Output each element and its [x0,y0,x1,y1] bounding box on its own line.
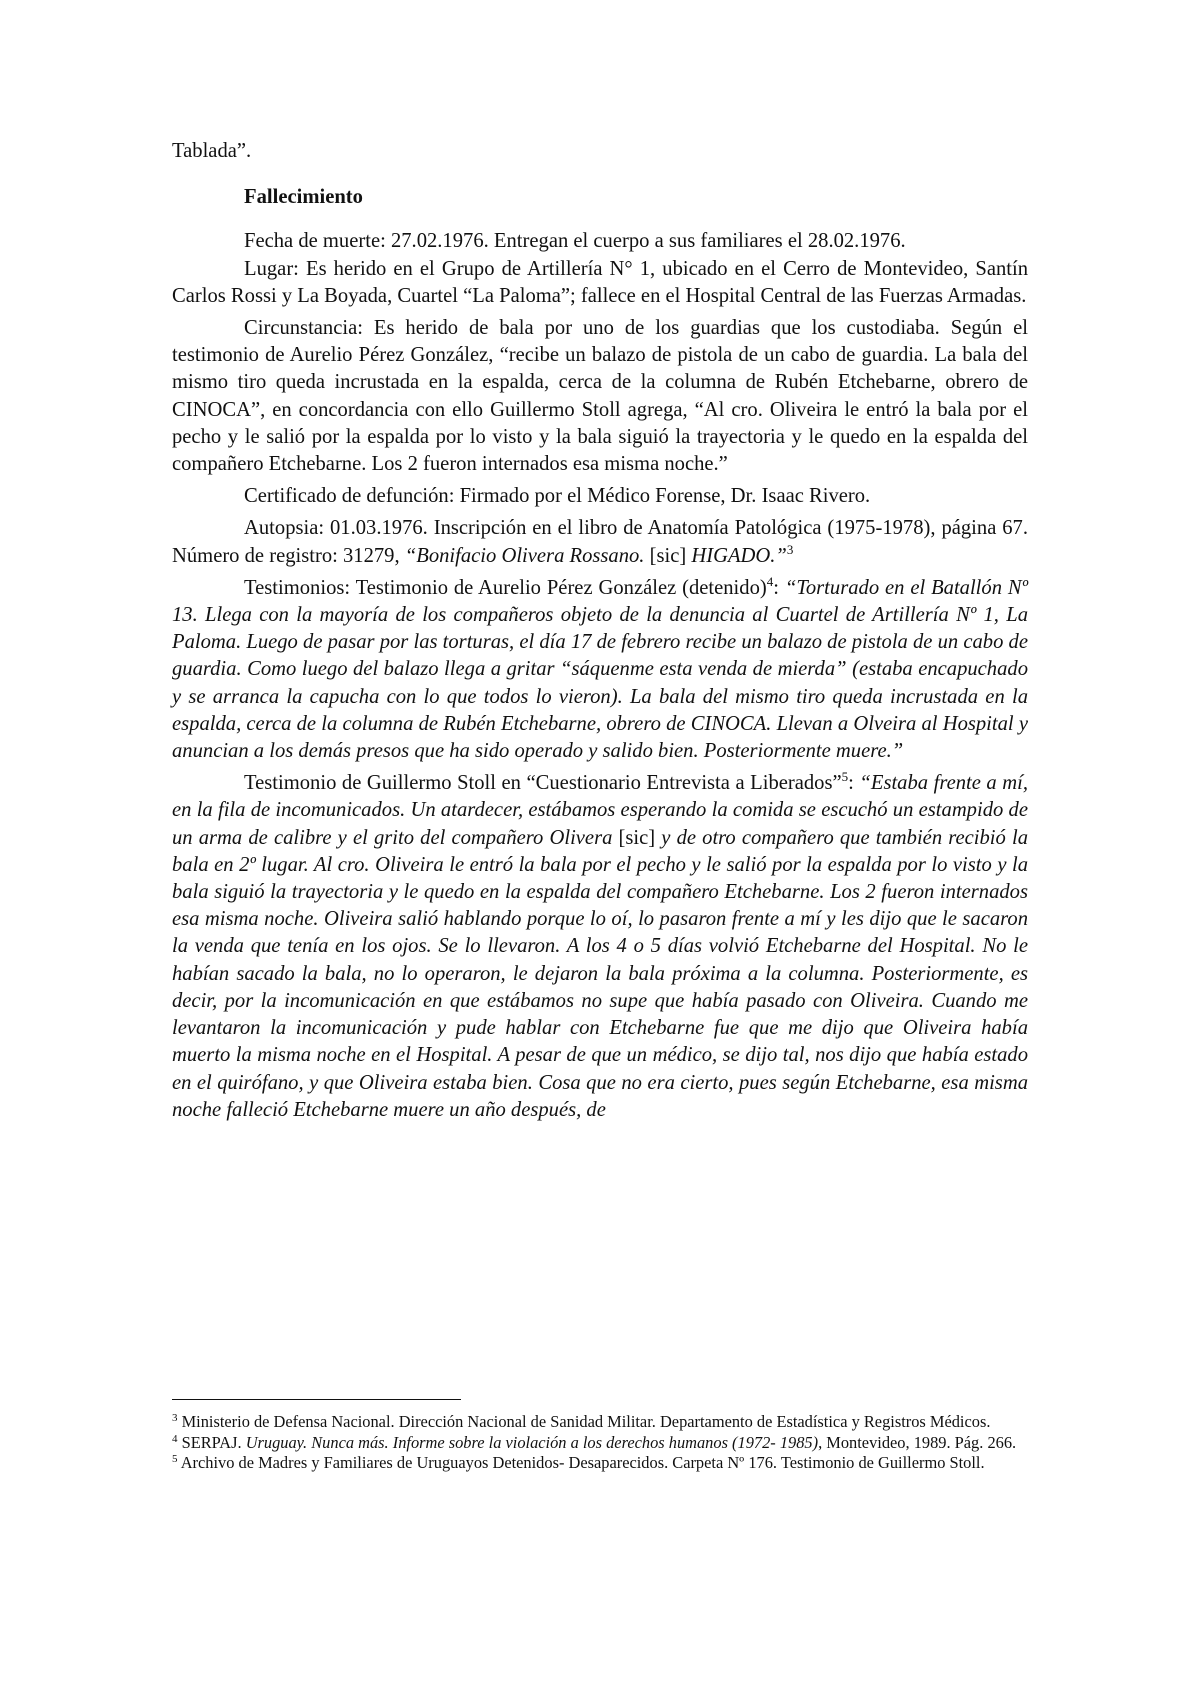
testimonio-quote: “Torturado en el Batallón Nº 13. Llega con la mayoría de los compañeros objeto de la denuncia al Cuartel de Artillería Nº 1, La Paloma. Luego de pasar por las torturas, el día 17 de febrero recibe un balazo de pistola de un cabo de guardia. Como luego del balazo llega a gritar “sáquenme esta venda de mierda” (estaba encapuchado y se arranca la capucha con lo que todos lo vieron). La bala del mismo tiro queda incrustada en la espalda, cerca de la columna de Rubén Etchebarne, obrero de CINOCA. Llevan a Olveira al Hospital y anuncian a los demás presos que ha sido operado y salido bien. Posteriormente muere.” [172,576,1029,763]
paragraph-certificado: Certificado de defunción: Firmado por el Médico Forense, Dr. Isaac Rivero. [244,485,871,508]
footnote-title: Uruguay. Nunca más. Informe sobre la violación a los derechos humanos (1972- 1985) [245,1432,819,1452]
testimonio-quote-part1: “Estaba frente a mí, en la fila de incomunicados. Un atardecer, estábamos esperando la comida se escuchó un estampido de un arma de calibre y el grito del compañero Olivera [172,772,1028,849]
footnote-text: Ministerio de Defensa Nacional. Dirección Nacional de Sanidad Militar. Departamento de Estadística y Registros Médicos. [177,1412,991,1431]
footnote-text: , Montevideo, 1989. Pág. 266. [818,1432,1017,1452]
footnote-5 [172,1453,1028,1474]
paragraph-circunstancia: Circunstancia: Es herido de bala por uno de los guardias que los custodiaba. Según el testimonio de Aurelio Pérez González, “recibe un balazo de pistola de un cabo de guardia. La bala del mismo tiro queda incrustada en la espalda, cerca de la columna de Rubén Etchebarne, obrero de CINOCA”, en concordancia con ello Guillermo Stoll agrega, “Al cro. Oliveira le entró la bala por el pecho y le salió por la espalda por lo visto y la bala siguió la trayectoria y le quedo en la espalda del compañero Etchebarne. Los 2 fueron internados esa misma noche.” [172,317,1028,476]
testimonio-intro: Testimonios: Testimonio de Aurelio Pérez González (detenido) [244,576,767,599]
footnote-number: 4 [172,1432,178,1445]
paragraph-autopsia [172,515,1028,569]
paragraph-testimonio-perez [172,575,1028,765]
autopsia-organ: HIGADO.” [691,544,787,567]
testimonio-quote-part2: y de otro compañero que también recibió la bala en 2º lugar. Al cro. Oliveira le entró la bala por el pecho y le salió por la espalda por lo visto y la bala siguió la trayectoria y le quedo en la espalda del compañero Etchebarne. Los 2 fueron internados esa misma noche. Oliveira salió hablando porque lo oí, lo pasaron frente a mí y les dijo que le sacaron la venda que tenía en los ojos. Se lo llevaron. A los 4 o 5 días volvió Etchebarne del Hospital. No le habían sacado la bala, no lo operaron, le dejaron la bala próxima a la columna. Posteriormente, es decir, por la incomunicación en que estábamos no supe que había pasado con Oliveira. Cuando me levantaron la incomunicación y pude hablar con Etchebarne fue que me dijo que Oliveira había muerto la misma noche en el Hospital. A pesar de que un médico, se dijo tal, nos dijo que había estado en el quirófano, y que Oliveira estaba bien. Cosa que no era cierto, pues según Etchebarne, esa misma noche falleció Etchebarne muere un año después, de [172,826,1028,1121]
footnote-ref-5: 5 [841,769,849,785]
autopsia-text: Autopsia: 01.03.1976. Inscripción en el libro de Anatomía Patológica (1975-1978), página 67. Número de registro: 31279, [172,517,1028,567]
footnote-number: 3 [172,1412,178,1424]
paragraph-lugar: Lugar: Es herido en el Grupo de Artillería N° 1, ubicado en el Cerro de Montevideo, Santín Carlos Rossi y La Boyada, Cuartel “La Paloma”; fallece en el Hospital Central de las Fuerzas Armadas. [172,257,1028,307]
page-body [172,138,1028,1124]
colon: : [773,576,785,599]
footnote-ref-4: 4 [766,573,774,589]
sic-marker: [sic] [612,826,662,849]
colon: : [848,772,860,795]
footnote-number: 5 [172,1453,178,1465]
section-heading: Fallecimiento [244,186,363,209]
footnote-ref-3: 3 [786,541,794,557]
footnote-text: Archivo de Madres y Familiares de Uruguayos Detenidos- Desaparecidos. Carpeta Nº 176. Testimonio de Guillermo Stoll. [177,1453,985,1472]
footnote-separator [172,1399,461,1400]
footnote-text: SERPAJ. [177,1432,246,1452]
footnotes [172,1412,1028,1474]
footnote-4 [172,1433,1028,1454]
testimonio-intro: Testimonio de Guillermo Stoll en “Cuestionario Entrevista a Liberados” [244,772,842,795]
sic-marker: [sic] [644,544,692,567]
footnote-3 [172,1412,1028,1433]
paragraph-testimonio-stoll [172,770,1028,1124]
paragraph-fecha: Fecha de muerte: 27.02.1976. Entregan el cuerpo a sus familiares el 28.02.1976. [244,230,906,253]
autopsia-name: “Bonifacio Olivera Rossano. [404,544,645,567]
paragraph-continuation: Tablada”. [172,140,252,162]
